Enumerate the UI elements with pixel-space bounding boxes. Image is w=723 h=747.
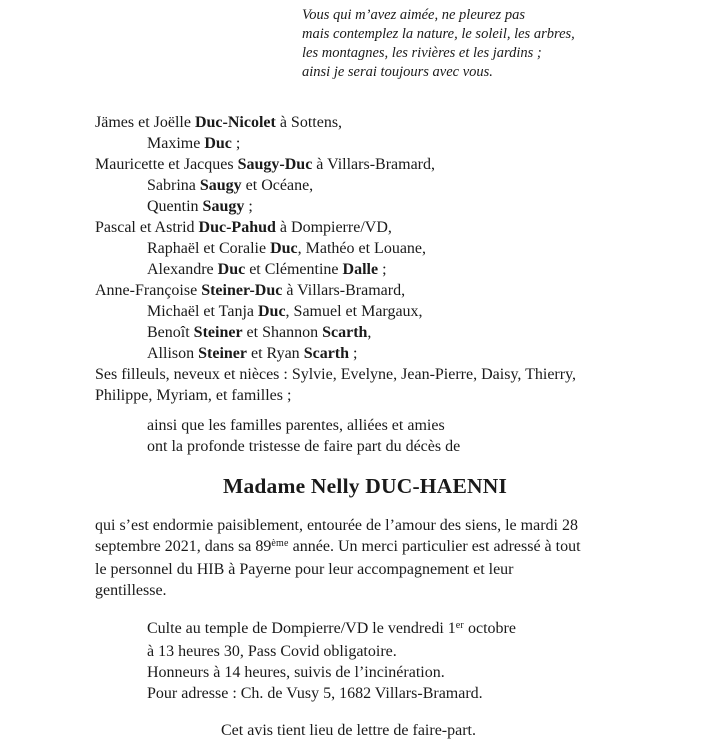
text-line: le personnel du HIB à Payerne pour leur accompagnement et leur [95, 561, 514, 578]
text-line: Alexandre Duc et Clémentine Dalle ; [147, 261, 387, 278]
text-line: Philippe, Myriam, et familles ; [95, 387, 292, 404]
ceremony-details [95, 618, 635, 704]
text-line: Michaël et Tanja Duc, Samuel et Margaux, [147, 303, 423, 320]
text-line: Ses filleuls, neveux et nièces : Sylvie, Evelyne, Jean-Pierre, Daisy, Thierry, [95, 366, 577, 383]
text-line: Sabrina Saugy et Océane, [147, 177, 314, 194]
family-list [95, 112, 635, 364]
text-line: Raphaël et Coralie Duc, Mathéo et Louane, [147, 240, 427, 257]
text-line: les montagnes, les rivières et les jardins ; [302, 45, 542, 61]
text-line: mais contemplez la nature, le soleil, les arbres, [302, 26, 575, 42]
text-line: Pascal et Astrid Duc-Pahud à Dompierre/VD, [95, 219, 392, 236]
text-line: Maxime Duc ; [147, 135, 241, 152]
text-line: septembre 2021, dans sa 89ème année. Un merci particulier est adressé à tout [95, 538, 581, 555]
text-line: ainsi que les familles parentes, alliées et amies [147, 417, 445, 434]
text-line: Vous qui m’avez aimée, ne pleurez pas [302, 7, 525, 23]
epigraph-poem [302, 6, 575, 82]
closing-line [95, 720, 635, 741]
text-line: Benoît Steiner et Shannon Scarth, [147, 324, 372, 341]
text-line: Anne-Françoise Steiner-Duc à Villars-Bramard, [95, 282, 406, 299]
notice-body [95, 112, 635, 741]
text-line: gentillesse. [95, 582, 167, 599]
announcement-lines [95, 415, 635, 457]
text-line: Quentin Saugy ; [147, 198, 253, 215]
obituary-paragraph [95, 515, 635, 601]
deceased-name-title: Madame Nelly DUC-HAENNI [222, 474, 508, 498]
text-line: Allison Steiner et Ryan Scarth ; [147, 345, 358, 362]
text-line: ainsi je serai toujours avec vous. [302, 64, 493, 80]
text-line: qui s’est endormie paisiblement, entourée de l’amour des siens, le mardi 28 [95, 517, 578, 534]
text-line: à 13 heures 30, Pass Covid obligatoire. [147, 643, 397, 660]
godchildren-paragraph [95, 364, 635, 406]
text-line: Cet avis tient lieu de lettre de faire-part. [221, 722, 476, 739]
text-line: Jämes et Joëlle Duc-Nicolet à Sottens, [95, 114, 343, 131]
text-line: ont la profonde tristesse de faire part du décès de [147, 438, 461, 455]
text-line: Honneurs à 14 heures, suivis de l’incinération. [147, 664, 445, 681]
text-line: Pour adresse : Ch. de Vusy 5, 1682 Villars-Bramard. [147, 685, 483, 702]
text-line: Mauricette et Jacques Saugy-Duc à Villars-Bramard, [95, 156, 435, 173]
text-line: Culte au temple de Dompierre/VD le vendredi 1er octobre [147, 620, 516, 637]
